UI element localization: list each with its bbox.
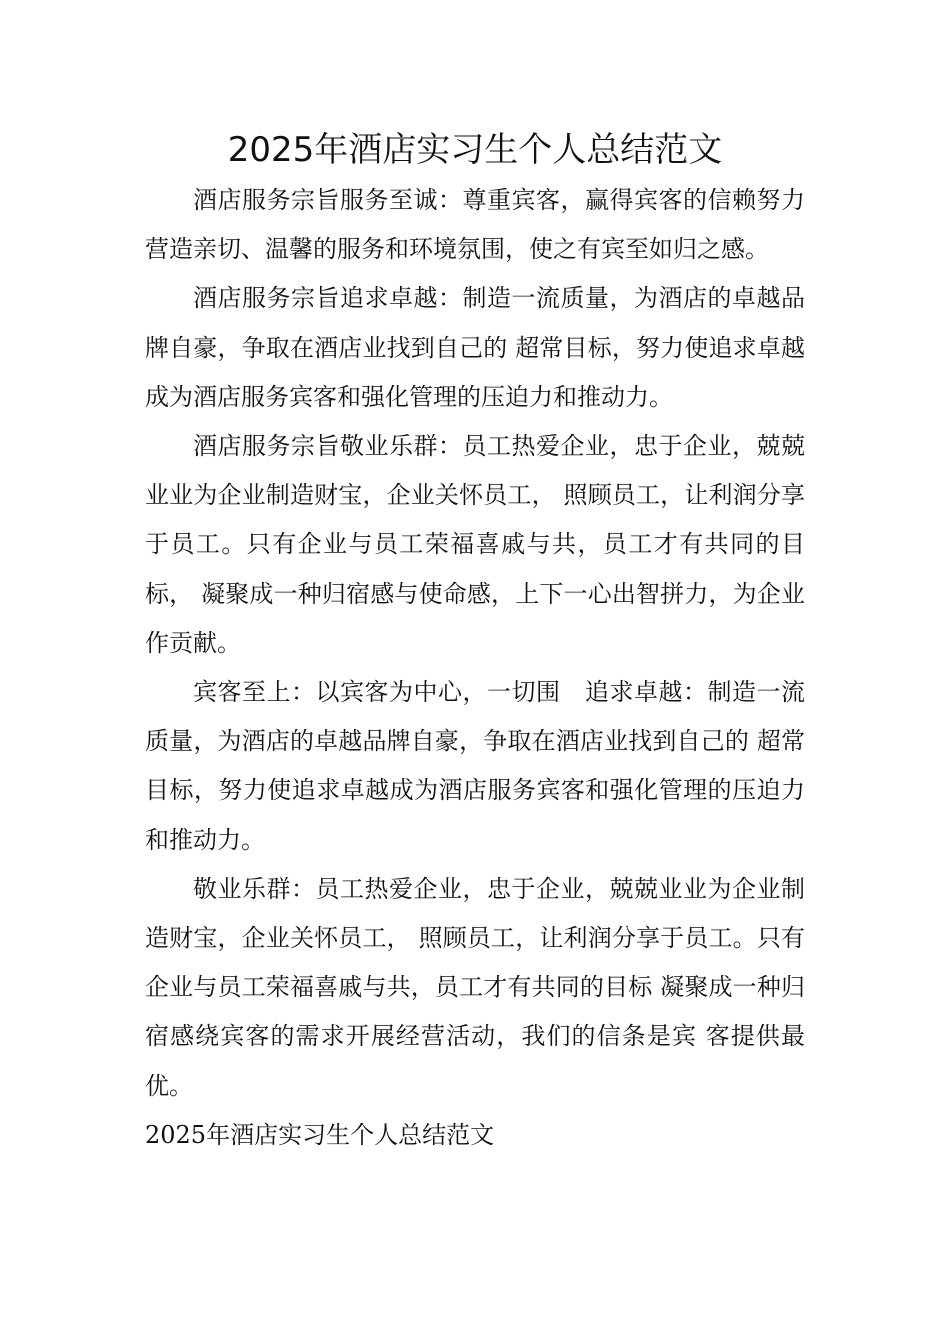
- paragraph-service-sincerity: 酒店服务宗旨服务至诚：尊重宾客，赢得宾客的信赖努力营造亲切、温馨的服务和环境氛围，使之有宾至如归之感。: [145, 186, 805, 264]
- paragraph-guest-first: 宾客至上：以宾客为中心，一切围 追求卓越：制造一流质量，为酒店的卓越品牌自豪，争取在酒店业找到自己的 超常目标，努力使追求卓越成为酒店服务宾客和强化管理的压迫力和推动力。: [145, 678, 805, 854]
- document-title: 2025年酒店实习生个人总结范文: [227, 130, 723, 170]
- paragraph-dedication-repeat: 敬业乐群：员工热爱企业，忠于企业，兢兢业业为企业制造财宝，企业关怀员工， 照顾员工，让利润分享于员工。只有企业与员工荣福喜戚与共，员工才有共同的目标 凝聚成一种归宿感绕宾客的需求开展经营活动，我们的信条是宾 客提供最优。: [145, 874, 805, 1100]
- document-body: [145, 176, 805, 1160]
- document-footer-title: 2025年酒店实习生个人总结范文: [145, 1120, 495, 1149]
- paragraph-pursue-excellence: 酒店服务宗旨追求卓越：制造一流质量，为酒店的卓越品牌自豪，争取在酒店业找到自己的 超常目标，努力使追求卓越成为酒店服务宾客和强化管理的压迫力和推动力。: [145, 284, 805, 411]
- paragraph-dedication-teamwork: 酒店服务宗旨敬业乐群：员工热爱企业，忠于企业，兢兢业业为企业制造财宝，企业关怀员工， 照顾员工，让利润分享于员工。只有企业与员工荣福喜戚与共，员工才有共同的目标， 凝聚成一种归宿感与使命感，上下一心出智拼力，为企业作贡献。: [145, 432, 805, 657]
